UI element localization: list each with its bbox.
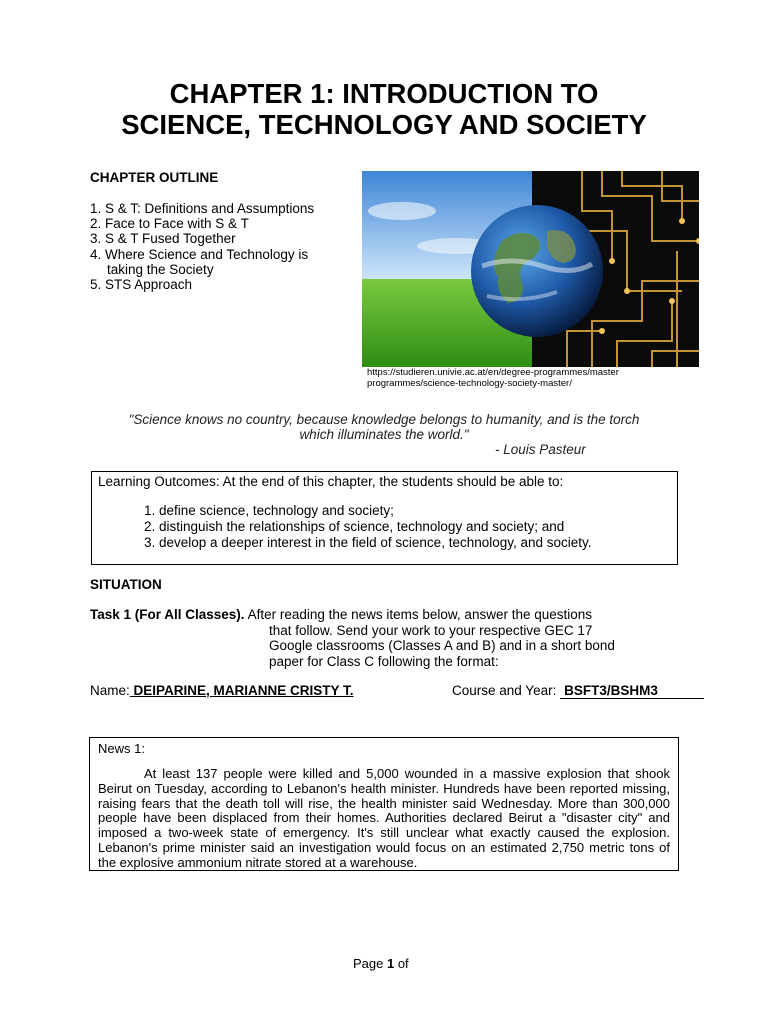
outline-item: 1. S & T: Definitions and Assumptions	[90, 201, 315, 216]
pasteur-quote	[0, 412, 768, 457]
course-label: Course and Year:	[452, 683, 561, 698]
outline-item: 2. Face to Face with S & T	[90, 216, 249, 232]
page-number: 1	[386, 956, 395, 971]
task-text-line-3: Google classrooms (Classes A and B) and in a short bond	[269, 638, 615, 653]
news-heading: News 1:	[98, 741, 145, 756]
task-label: Task 1 (For All Classes).	[90, 607, 245, 622]
outline-heading: CHAPTER OUTLINE	[90, 170, 219, 185]
image-credit-line-2: programmes/science-technology-society-master/	[367, 378, 572, 389]
news-item-box	[89, 737, 679, 871]
chapter-title	[0, 78, 768, 140]
quote-line-1: "Science knows no country, because knowledge belongs to humanity, and is the torch	[128, 412, 640, 427]
task-text-line-4: paper for Class C following the format:	[269, 653, 499, 669]
quote-author: - Louis Pasteur	[495, 442, 586, 457]
earth-circuit-image	[362, 171, 699, 367]
learning-outcome-item: 1. define science, technology and society;	[144, 503, 394, 518]
footer-prefix: Page	[353, 956, 387, 971]
title-line-2: SCIENCE, TECHNOLOGY AND SOCIETY	[121, 109, 647, 140]
task-instructions	[90, 607, 615, 669]
name-value: DEIPARINE, MARIANNE CRISTY T.	[129, 683, 354, 698]
task-text-line-1: After reading the news items below, answer the questions	[244, 607, 593, 622]
footer-suffix: of	[394, 956, 409, 971]
outline-item: 3. S & T Fused Together	[90, 231, 236, 247]
chapter-outline-list	[90, 201, 314, 292]
course-value: BSFT3/BSHM3	[560, 684, 704, 699]
outline-item-continuation: taking the Society	[107, 261, 214, 277]
task-text-line-2: that follow. Send your work to your respective GEC 17	[269, 622, 593, 638]
learning-outcomes-list	[144, 503, 592, 551]
learning-outcomes-lead: Learning Outcomes: At the end of this chapter, the students should be able to:	[98, 474, 564, 489]
image-credit-line-1: https://studieren.univie.ac.at/en/degree-programmes/master	[367, 367, 619, 378]
learning-outcomes-box	[91, 471, 678, 565]
outline-item: 5. STS Approach	[90, 277, 193, 293]
title-line-1: CHAPTER 1: INTRODUCTION TO	[169, 78, 599, 109]
learning-outcome-item: 2. distinguish the relationships of science, technology and society; and	[144, 519, 565, 534]
page-footer	[353, 956, 409, 971]
situation-heading: SITUATION	[90, 577, 162, 592]
learning-outcome-item: 3. develop a deeper interest in the field of science, technology, and society.	[144, 535, 592, 550]
name-label: Name:	[90, 683, 130, 698]
name-field	[90, 683, 354, 698]
quote-line-2: which illuminates the world."	[299, 427, 469, 442]
news-body: At least 137 people were killed and 5,000 wounded in a massive explosion that shook Beirut on Tuesday, according to Lebanon's health minister. Hundreds have been reported missing, raising fears that the death toll will rise, the health minister said Wednesday. More than 300,000 people have been displaced from their homes. Authorities declared Beirut a "disaster city" and imposed a two-week state of emergency. It's still unclear what exactly caused the explosion. Lebanon's prime minister said an investigation would focus on an estimated 2,750 metric tons of the explosive ammonium nitrate stored at a warehouse.	[98, 766, 670, 870]
outline-item: 4. Where Science and Technology is	[90, 246, 309, 262]
image-credit	[367, 367, 667, 389]
course-year-field	[452, 683, 704, 699]
